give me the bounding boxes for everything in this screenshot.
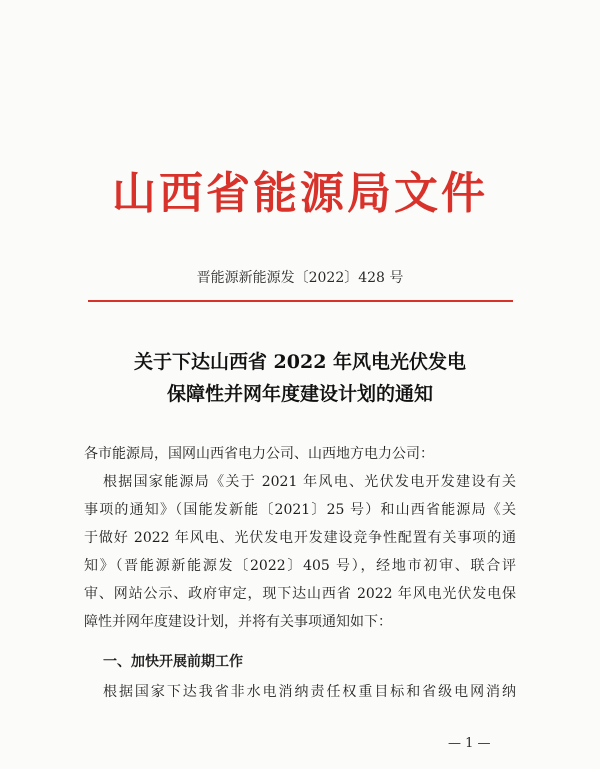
paragraph-line: 于做好 2022 年风电、光伏发电开发建设竞争性配置有关事项的通 — [84, 530, 516, 546]
page-number: — 1 — — [448, 736, 491, 751]
section-heading-1: 一、加快开展前期工作 — [103, 654, 243, 670]
red-divider-line — [88, 300, 513, 302]
section-1-first-line: 根据国家下达我省非水电消纳责任权重目标和省级电网消纳 — [103, 684, 516, 700]
notice-title-line-2: 保障性并网年度建设计划的通知 — [166, 383, 433, 405]
body-paragraph-1 — [84, 468, 516, 636]
paragraph-line: 审、网站公示、政府审定，现下达山西省 2022 年风电光伏发电保 — [84, 586, 516, 602]
notice-title-line-1: 关于下达山西省 2022 年风电光伏发电 — [133, 351, 467, 373]
notice-title — [0, 346, 600, 410]
paragraph-line: 知》（晋能源新能源发〔2022〕405 号），经地市初审、联合评 — [84, 558, 516, 574]
document-number: 晋能源新能源发〔2022〕428 号 — [196, 270, 404, 286]
addressee-line: 各市能源局，国网山西省电力公司、山西地方电力公司： — [84, 446, 434, 462]
paragraph-line: 事项的通知》（国能发新能〔2021〕25 号）和山西省能源局《关 — [84, 502, 516, 518]
paragraph-line: 障性并网年度建设计划，并将有关事项通知如下： — [84, 614, 392, 630]
paragraph-line: 根据国家能源局《关于 2021 年风电、光伏发电开发建设有关 — [103, 474, 516, 490]
document-header-title: 山西省能源局文件 — [112, 168, 488, 219]
